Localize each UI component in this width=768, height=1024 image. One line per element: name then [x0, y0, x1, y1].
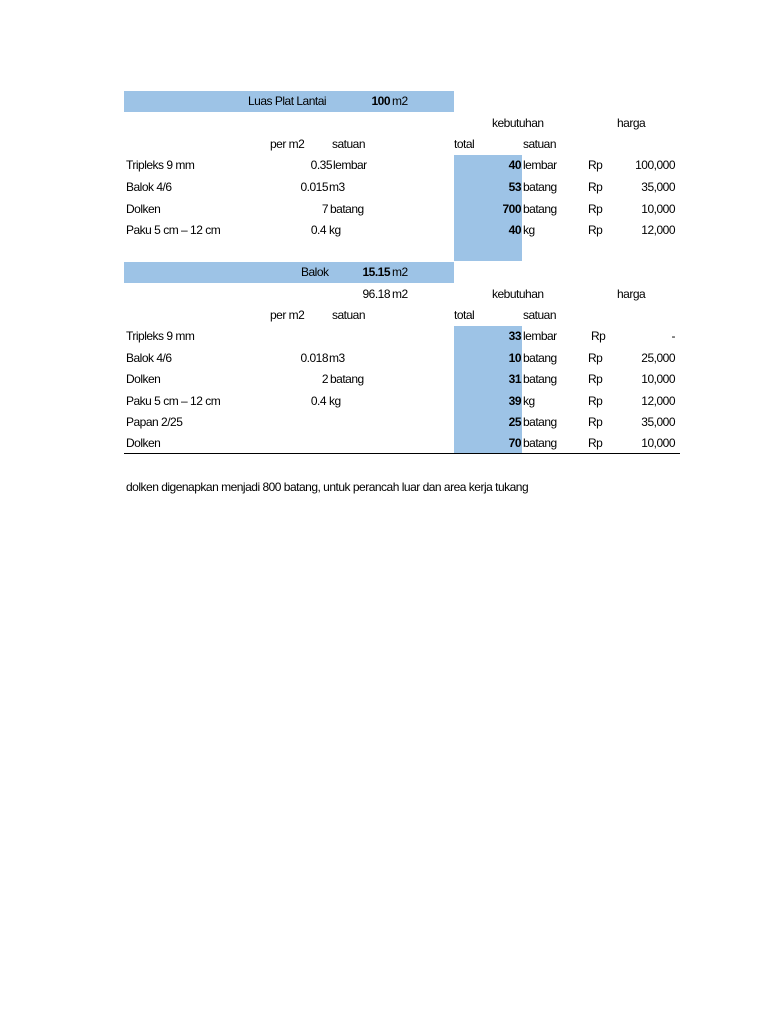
currency: Rp [588, 415, 603, 429]
section1-header-harga: harga [617, 116, 646, 130]
section2-header-harga: harga [617, 287, 646, 301]
price: 25,000 [641, 351, 675, 365]
total-value: 53 [508, 180, 521, 194]
currency: Rp [588, 158, 603, 172]
total-unit: batang [523, 351, 557, 365]
currency: Rp [588, 351, 603, 365]
section1-header-satuan2: satuan [523, 137, 557, 151]
item-name: Balok 4/6 [126, 180, 172, 194]
price: 12,000 [641, 223, 675, 237]
unit: kg [329, 394, 341, 408]
unit: m3 [329, 180, 345, 194]
unit: m3 [329, 351, 345, 365]
per-m2-value: 0.4 [310, 223, 326, 237]
total-value: 25 [508, 415, 521, 429]
section2-header-total: total [454, 308, 475, 322]
per-m2-value: 7 [321, 202, 328, 216]
price: 35,000 [641, 180, 675, 194]
total-unit: batang [523, 372, 557, 386]
price: 10,000 [641, 436, 675, 450]
total-value: 31 [508, 372, 521, 386]
section1-title-label: Luas Plat Lantai [248, 94, 327, 108]
per-m2-value: 2 [321, 372, 328, 386]
price: 10,000 [641, 202, 675, 216]
currency: Rp [588, 180, 603, 194]
total-unit: batang [523, 415, 557, 429]
price: - [671, 329, 675, 343]
total-value: 39 [508, 394, 521, 408]
total-value: 40 [508, 158, 521, 172]
item-name: Dolken [126, 436, 161, 450]
total-value: 10 [508, 351, 521, 365]
unit: lembar [333, 158, 367, 172]
total-unit: lembar [523, 329, 557, 343]
currency: Rp [591, 329, 606, 343]
currency: Rp [588, 394, 603, 408]
section2-title-value: 15.15 [362, 265, 390, 279]
section2-header-per-m2: per m2 [270, 308, 305, 322]
section2-header-satuan2: satuan [523, 308, 557, 322]
item-name: Paku 5 cm – 12 cm [126, 223, 221, 237]
price: 10,000 [641, 372, 675, 386]
section1-title-unit: m2 [392, 94, 408, 108]
unit: kg [329, 223, 341, 237]
total-value: 700 [502, 202, 521, 216]
total-unit: kg [523, 394, 535, 408]
currency: Rp [588, 436, 603, 450]
total-value: 40 [508, 223, 521, 237]
per-m2-value: 0.015 [300, 180, 328, 194]
per-m2-value: 0.35 [310, 158, 332, 172]
section2-sub-unit: m2 [392, 287, 408, 301]
section1-header-per-m2: per m2 [270, 137, 305, 151]
total-value: 33 [508, 329, 521, 343]
price: 100,000 [635, 158, 675, 172]
currency: Rp [588, 223, 603, 237]
unit: batang [330, 372, 364, 386]
per-m2-value: 0.4 [310, 394, 326, 408]
section2-sub-value: 96.18 [362, 287, 390, 301]
item-name: Paku 5 cm – 12 cm [126, 394, 221, 408]
price: 35,000 [641, 415, 675, 429]
price: 12,000 [641, 394, 675, 408]
section1-header-kebutuhan: kebutuhan [492, 116, 544, 130]
section2-title-unit: m2 [392, 265, 408, 279]
unit: batang [330, 202, 364, 216]
section2-title-label: Balok [301, 265, 329, 279]
item-name: Balok 4/6 [126, 351, 172, 365]
total-unit: kg [523, 223, 535, 237]
total-value: 70 [508, 436, 521, 450]
section1-title-value: 100 [371, 94, 390, 108]
table-bottom-border [124, 453, 680, 454]
item-name: Papan 2/25 [126, 415, 183, 429]
item-name: Dolken [126, 372, 161, 386]
footnote: dolken digenapkan menjadi 800 batang, untuk perancah luar dan area kerja tukang [126, 480, 529, 494]
section1-header-total: total [454, 137, 475, 151]
section2-header-kebutuhan: kebutuhan [492, 287, 544, 301]
item-name: Dolken [126, 202, 161, 216]
currency: Rp [588, 372, 603, 386]
currency: Rp [588, 202, 603, 216]
total-unit: batang [523, 202, 557, 216]
item-name: Tripleks 9 mm [126, 329, 195, 343]
total-unit: batang [523, 436, 557, 450]
per-m2-value: 0.018 [300, 351, 328, 365]
total-unit: lembar [523, 158, 557, 172]
section2-header-satuan: satuan [332, 308, 366, 322]
section1-header-satuan: satuan [332, 137, 366, 151]
item-name: Tripleks 9 mm [126, 158, 195, 172]
total-unit: batang [523, 180, 557, 194]
